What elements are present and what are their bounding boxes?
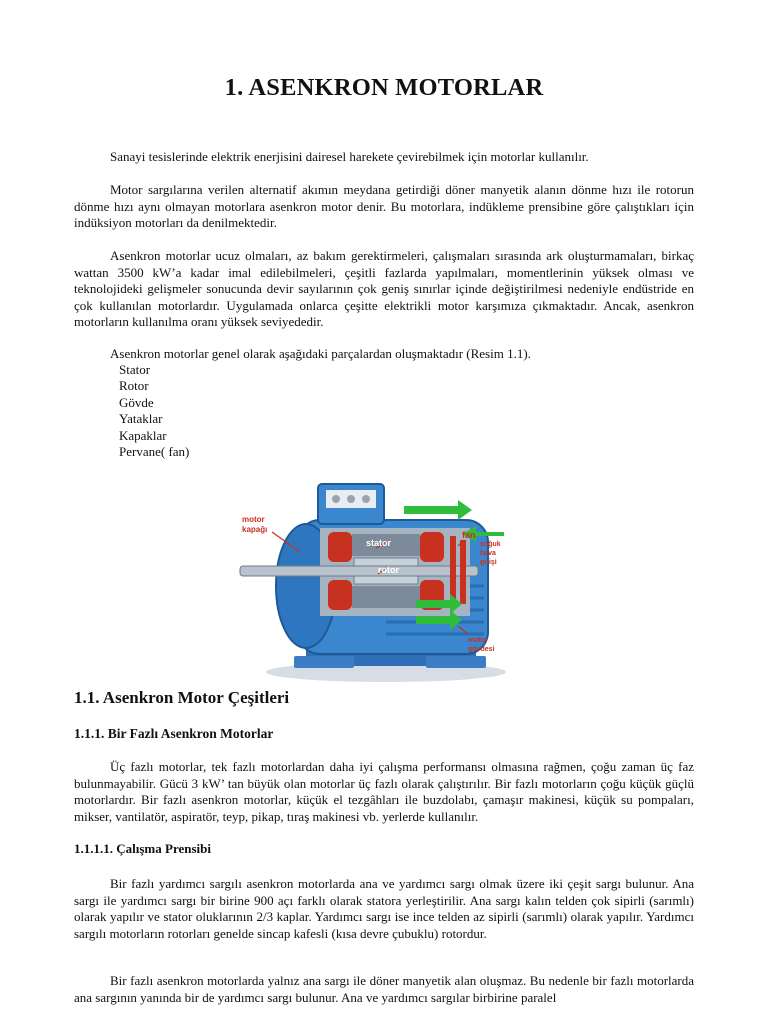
label-fan: fan (462, 530, 476, 540)
list-item: Yataklar (119, 411, 163, 427)
label-hava: hava (480, 550, 496, 557)
paragraph-single-phase: Üç fazlı motorlar, tek fazlı motorlardan daha iyi çalışma performansı olmasına rağmen, çoğu zaman üç faz bulunmayabilir. Gücü 3 kW’ tan büyük olan motorlar üç fazlı olarak çalıştırılır. Bir fazlı motorların çoğu küçük güçlü motorlardır. Bir fazlı asenkron motorlar, küçük el tezgâhları ile buzdolabı, çamaşır makinesi, küçük su pompaları, mikser, vantilatör, aspiratör, teyp, pikap, tıraş makinesi vb. yerlerde kullanılır. (74, 759, 694, 824)
label-soguk: soğuk (480, 541, 501, 548)
section-heading-1-1-1: 1.1.1. Bir Fazlı Asenkron Motorlar (74, 726, 274, 741)
list-item: Rotor (119, 378, 149, 394)
paragraph-auxiliary-winding: Bir fazlı asenkron motorlarda yalnız ana sargı ile döner manyetik alan oluşmaz. Bu nedenle bir fazlı motorlarda ana sargının yanında bir de yardımcı sargı bulunur. Ana ve yardımcı sargılar birbirine paralel (74, 973, 694, 1005)
label-motor-kapagi-2: kapağı (242, 525, 268, 534)
page-title: 1. ASENKRON MOTORLAR (224, 74, 544, 101)
label-motor-govdesi-2: gövdesi (468, 646, 495, 653)
list-item: Pervane( fan) (119, 444, 190, 460)
motor-cutaway-figure (236, 476, 518, 688)
paragraph-working-principle: Bir fazlı yardımcı sargılı asenkron motorlarda ana ve yardımcı sargı olmak üzere iki çeşit sargı bulunur. Ana sargı ile yardımcı sargı bir birine 900 açı farklı olarak statora yerleştirilir. Ana sargı kalın telden çok sipirli (sarımlı) olarak yapılır ve stator oluklarının 2/3 kaplar. Yardımcı sargı ise ince telden az sipirli (sarımlı) olarak yapılır. Yardımcı sargılı motorların rotorları genelde sincap kafesli (kısa devre çubuklu) rotordur. (74, 876, 694, 941)
label-motor-govdesi: motor (468, 637, 488, 644)
paragraph-parts-intro: Asenkron motorlar genel olarak aşağıdaki parçalardan oluşmaktadır (Resim 1.1). (110, 346, 531, 361)
paragraph-intro: Sanayi tesislerinde elektrik enerjisini dairesel harekete çevirebilmek için motorlar kullanılır. (110, 149, 589, 164)
parts-list (119, 362, 189, 460)
label-girisi: girişi (480, 559, 497, 566)
list-item: Kapaklar (119, 427, 167, 443)
label-motor-kapagi: motor (242, 515, 265, 524)
paragraph-advantages: Asenkron motorlar ucuz olmaları, az bakım gerektirmeleri, çalışmaları sırasında ark oluşturmamaları, birkaç wattan 3500 kW’a kadar imal edilebilmeleri, çeşitli fazlarda yapılmaları, momentlerinin yüksek olması ve teknolojideki gelişmeler sonucunda devir sayılarının çok geniş sınırlar içinde değiştirilmesi nedeniyle endüstride en çok kullanılan motorlardır. Uygulamada onlarca çeşitte elektrikli motor karşımıza çıkmaktadır. Ancak, asenkron motorların kullanılma oranı yüksek seviyededir. (74, 248, 694, 329)
paragraph-definition: Motor sargılarına verilen alternatif akımın meydana getirdiği döner manyetik alanın dönme hızı ile rotorun dönme hızı aynı olmayan motorlara asenkron motor denir. Bu motorlara, indükleme prensibine göre çalıştıkları için indüksiyon motorları da denilmektedir. (74, 182, 694, 230)
list-item: Stator (119, 362, 151, 377)
section-heading-1-1: 1.1. Asenkron Motor Çeşitleri (74, 688, 290, 707)
label-stator: stator (366, 538, 392, 548)
list-item: Gövde (119, 394, 154, 410)
label-rotor: rotor (378, 565, 399, 575)
section-heading-1-1-1-1: 1.1.1.1. Çalışma Prensibi (74, 841, 211, 856)
